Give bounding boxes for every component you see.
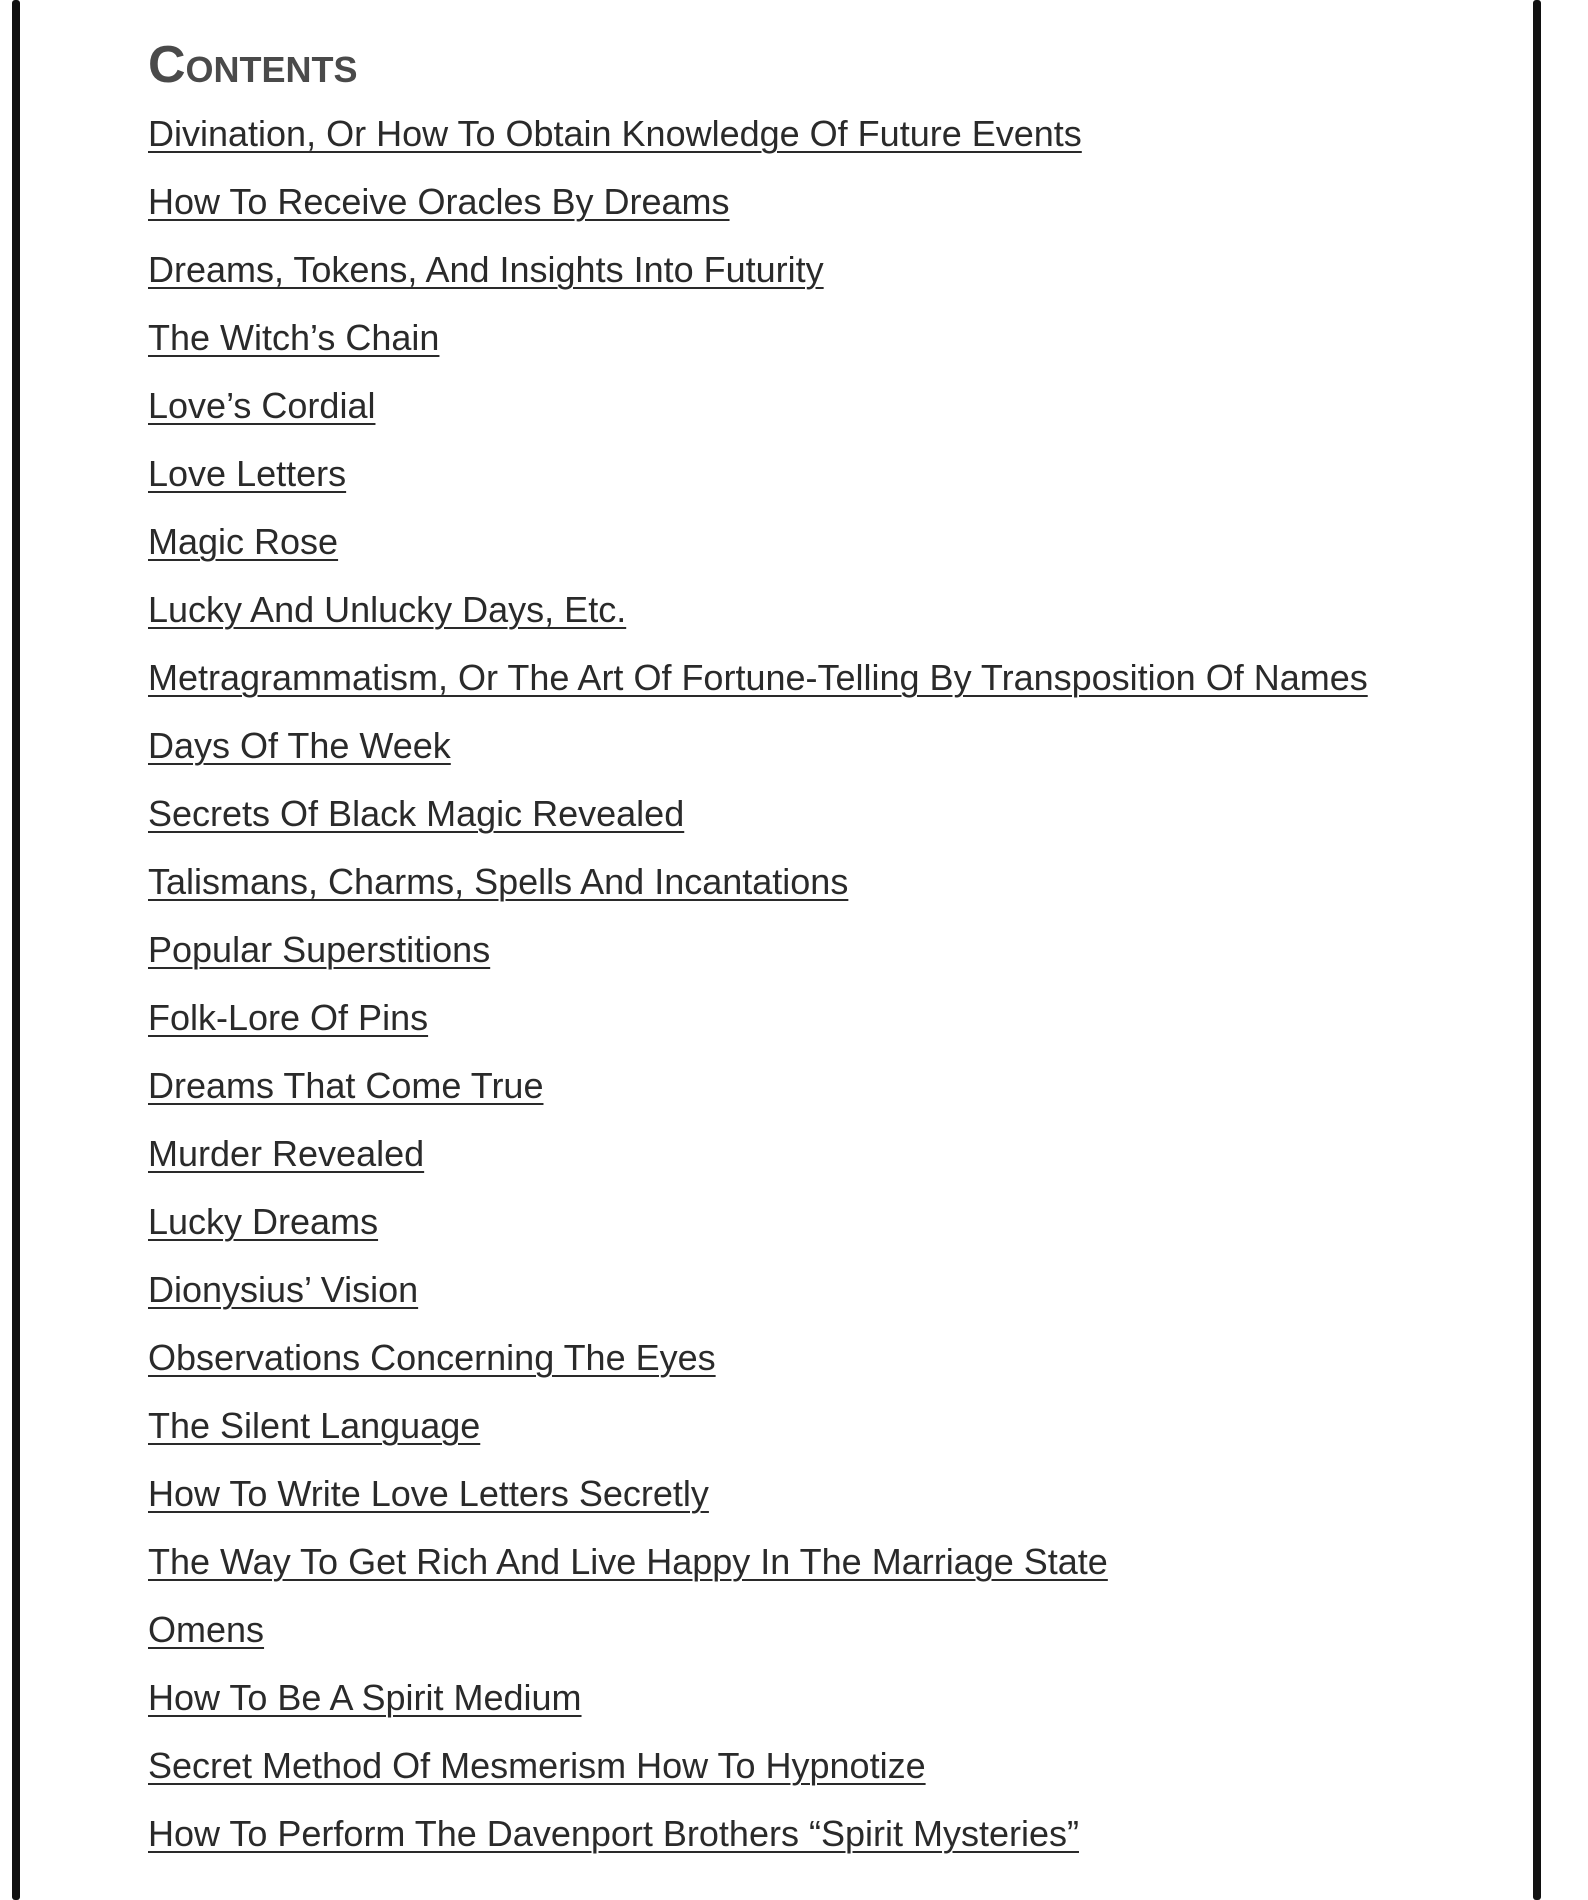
toc-item xyxy=(148,984,1508,1052)
toc-link[interactable]: Observations Concerning The Eyes xyxy=(148,1337,716,1378)
toc-item xyxy=(148,576,1508,644)
toc-item xyxy=(148,848,1508,916)
toc-link[interactable]: The Way To Get Rich And Live Happy In The Marriage State xyxy=(148,1541,1108,1582)
toc-item xyxy=(148,304,1508,372)
toc-item xyxy=(148,1188,1508,1256)
toc-link[interactable]: Talismans, Charms, Spells And Incantations xyxy=(148,861,849,902)
toc-link[interactable]: Dionysius’ Vision xyxy=(148,1269,419,1310)
toc-item xyxy=(148,712,1508,780)
toc-item xyxy=(148,1256,1508,1324)
page-border-left xyxy=(12,0,20,1900)
toc-item xyxy=(148,1120,1508,1188)
toc-item xyxy=(148,1800,1508,1868)
toc-link[interactable]: Secrets Of Black Magic Revealed xyxy=(148,793,685,834)
toc-link[interactable]: Love’s Cordial xyxy=(148,385,376,426)
toc-link[interactable]: Days Of The Week xyxy=(148,725,451,766)
toc-item xyxy=(148,1664,1508,1732)
toc-link[interactable]: How To Write Love Letters Secretly xyxy=(148,1473,709,1514)
toc-link[interactable]: Secret Method Of Mesmerism How To Hypnotize xyxy=(148,1745,926,1786)
contents-page xyxy=(148,30,1508,1868)
toc-link[interactable]: How To Receive Oracles By Dreams xyxy=(148,181,730,222)
toc-link[interactable]: The Silent Language xyxy=(148,1405,481,1446)
toc-link[interactable]: Murder Revealed xyxy=(148,1133,425,1174)
toc-link[interactable]: Omens xyxy=(148,1609,265,1650)
toc-link[interactable]: How To Perform The Davenport Brothers “Spirit Mysteries” xyxy=(148,1813,1079,1854)
toc-item xyxy=(148,100,1508,168)
toc-item xyxy=(148,372,1508,440)
toc-item xyxy=(148,1732,1508,1800)
toc-link[interactable]: Folk-Lore Of Pins xyxy=(148,997,429,1038)
page-border-right xyxy=(1533,0,1541,1900)
toc-link[interactable]: Metragrammatism, Or The Art Of Fortune-Telling By Transposition Of Names xyxy=(148,657,1368,698)
toc-link[interactable]: Divination, Or How To Obtain Knowledge Of Future Events xyxy=(148,113,1082,154)
toc-link[interactable]: Dreams That Come True xyxy=(148,1065,544,1106)
toc-link[interactable]: Lucky And Unlucky Days, Etc. xyxy=(148,589,627,630)
toc-item xyxy=(148,1460,1508,1528)
page-title: Contents xyxy=(148,36,358,94)
toc-link[interactable]: Lucky Dreams xyxy=(148,1201,379,1242)
toc-item xyxy=(148,644,1508,712)
toc-link[interactable]: Love Letters xyxy=(148,453,347,494)
toc-item xyxy=(148,1052,1508,1120)
toc-item xyxy=(148,236,1508,304)
toc-list xyxy=(148,100,1508,1868)
toc-item xyxy=(148,1528,1508,1596)
toc-item xyxy=(148,1392,1508,1460)
toc-item xyxy=(148,168,1508,236)
toc-link[interactable]: Magic Rose xyxy=(148,521,339,562)
toc-link[interactable]: Popular Superstitions xyxy=(148,929,491,970)
toc-link[interactable]: How To Be A Spirit Medium xyxy=(148,1677,582,1718)
toc-item xyxy=(148,916,1508,984)
toc-item xyxy=(148,440,1508,508)
toc-link[interactable]: The Witch’s Chain xyxy=(148,317,440,358)
toc-link[interactable]: Dreams, Tokens, And Insights Into Futurity xyxy=(148,249,824,290)
toc-item xyxy=(148,780,1508,848)
toc-item xyxy=(148,508,1508,576)
toc-item xyxy=(148,1596,1508,1664)
toc-item xyxy=(148,1324,1508,1392)
